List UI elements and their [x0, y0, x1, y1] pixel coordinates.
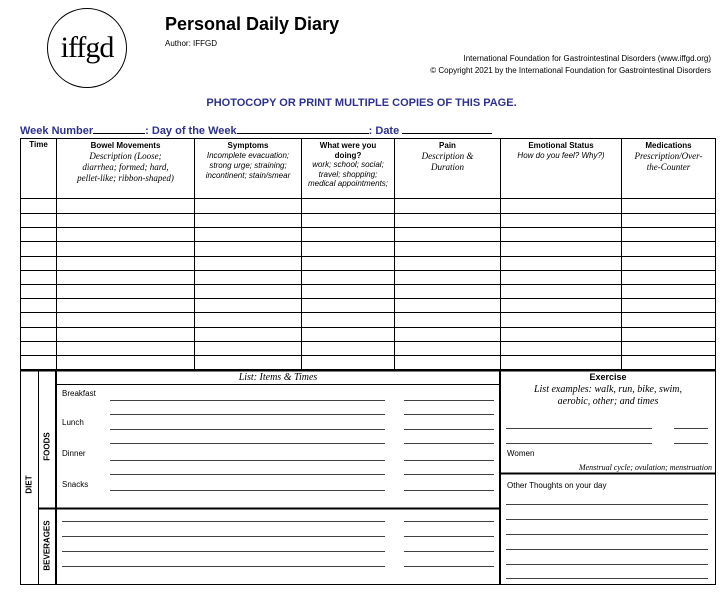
lunch-label: Lunch: [62, 418, 84, 427]
col-emotional-status: Emotional Status How do you feel? Why?): [517, 141, 605, 160]
bowel-title: Bowel Movements: [90, 141, 161, 150]
photocopy-notice: PHOTOCOPY OR PRINT MULTIPLE COPIES OF THIS PAGE.: [206, 97, 517, 109]
breakfast-label: Breakfast: [62, 389, 96, 398]
col-symptoms: Symptoms Incomplete evacuation; strong urge; straining; incontinent; stain/smear: [205, 141, 291, 180]
exercise-examples: List examples: walk, run, bike, swim, aerobic, other; and times: [533, 384, 683, 407]
iffgd-logo: iffgd: [47, 8, 127, 88]
copyright-line: © Copyright 2021 by the International Foundation for Gastrointestinal Disorders: [430, 66, 711, 75]
exercise-title: Exercise: [589, 372, 627, 382]
col-pain: Pain Description & Duration: [421, 141, 474, 172]
beverages-label: BEVERAGES: [42, 520, 52, 571]
col-activity: What were you doing? work; school; social; travel; shopping; medical appointments;: [307, 141, 389, 188]
list-items-times-header: List: Items & Times: [238, 372, 318, 383]
snacks-label: Snacks: [62, 480, 89, 489]
week-number-label: Week Number: [20, 125, 94, 137]
menstrual-cycle-note: Menstrual cycle; ovulation; menstruation: [578, 463, 712, 472]
date-label: : Date: [368, 125, 400, 137]
diet-label: DIET: [24, 475, 34, 494]
women-label: Women: [507, 449, 535, 458]
pain-title: Pain: [439, 141, 456, 150]
org-line: International Foundation for Gastrointestinal Disorders (www.iffgd.org): [463, 54, 711, 63]
foods-label: FOODS: [42, 432, 52, 461]
other-thoughts-label: Other Thoughts on your day: [507, 481, 607, 490]
col-time: Time: [29, 140, 48, 149]
author: Author: IFFGD: [165, 39, 218, 48]
symptoms-title: Symptoms: [227, 141, 269, 150]
medications-title: Medications: [645, 141, 692, 150]
dinner-label: Dinner: [62, 449, 86, 458]
day-of-week-label: : Day of the Week: [145, 125, 237, 137]
col-bowel-movements: Bowel Movements Description (Loose; diarrhea; formed; hard, pellet-like; ribbon-shaped): [77, 141, 174, 183]
col-medications: Medications Prescription/Over- the-Counter: [634, 141, 703, 172]
page-title: Personal Daily Diary: [165, 14, 340, 34]
emotional-title: Emotional Status: [528, 141, 594, 150]
